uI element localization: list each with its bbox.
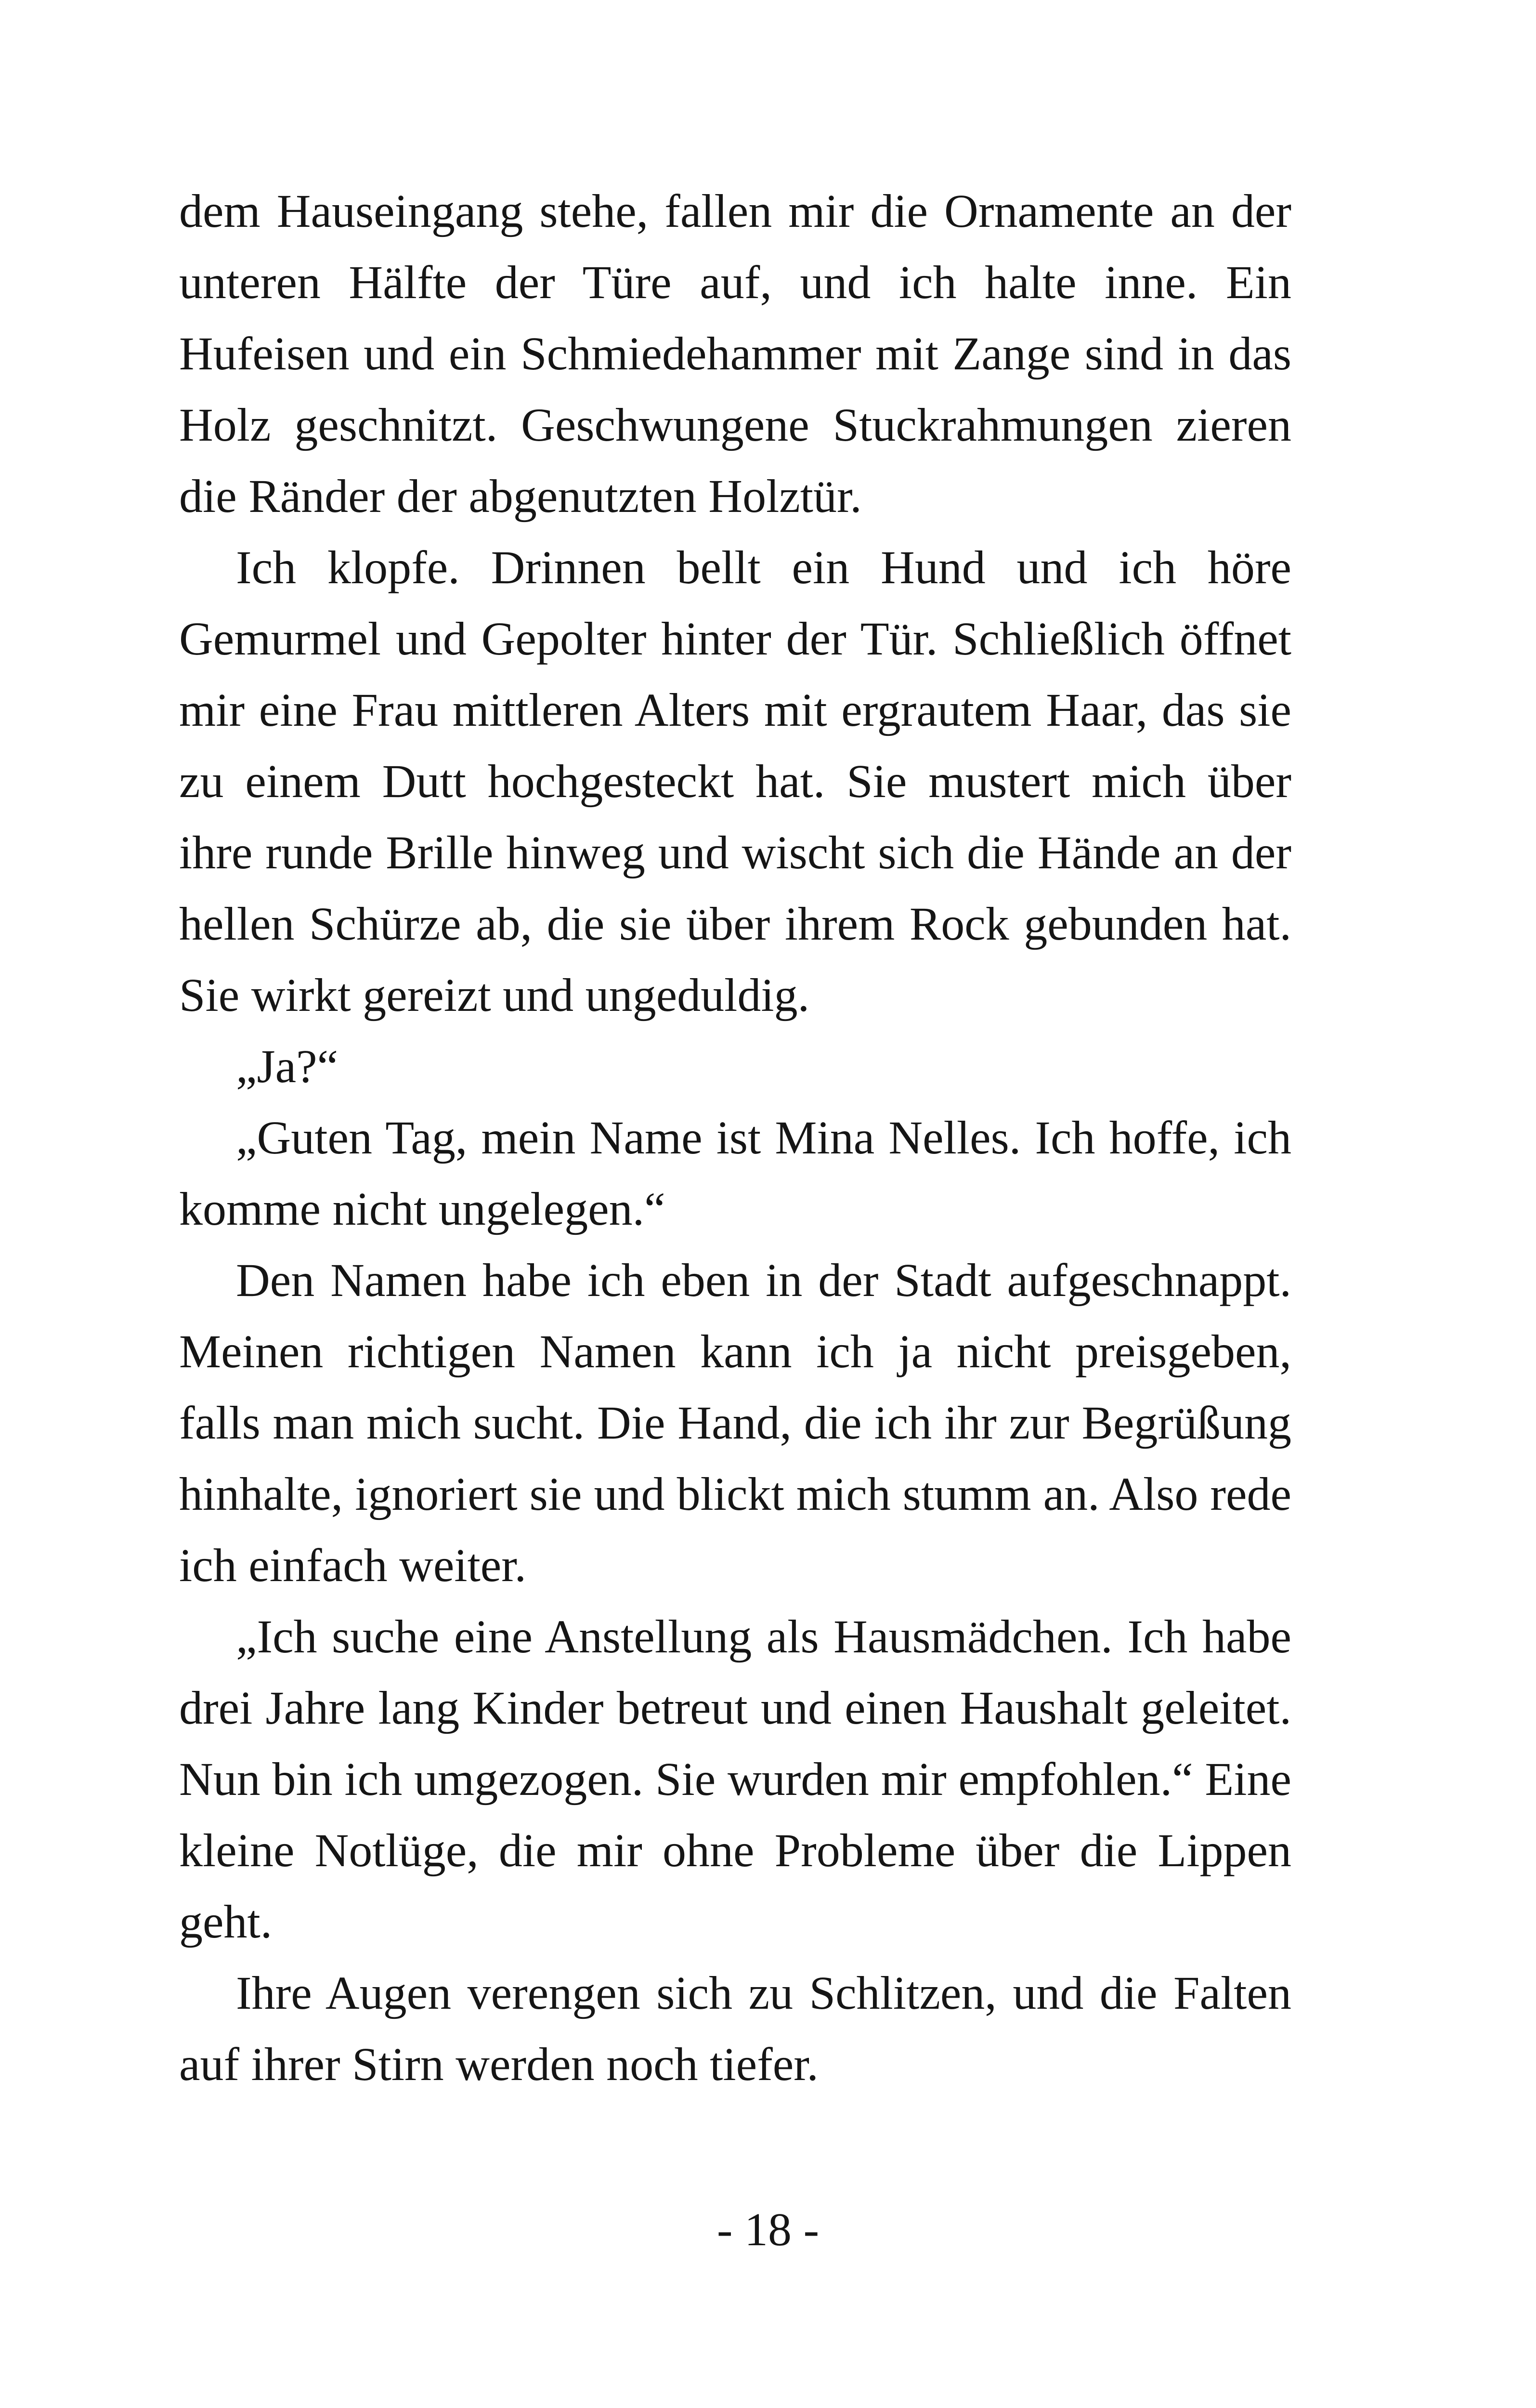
dialogue-line: „Ja?“ xyxy=(236,1041,338,1093)
page-number: - 18 - xyxy=(716,2204,820,2256)
paragraph: Ihre Augen verengen sich zu Schlitzen, und die Falten auf ihrer Stirn werden noch tiefer. xyxy=(179,1967,1291,2091)
paragraph: Ich klopfe. Drinnen bellt ein Hund und ich höre Gemurmel und Gepolter hinter der Tür. Schließlich öffnet mir eine Frau mittleren Alters mit ergrautem Haar, das sie zu einem Dutt hochgesteckt hat. Sie mustert mich über ihre runde Brille hinweg und wischt sich die Hände an der hellen Schürze ab, die sie über ihrem Rock gebunden hat. Sie wirkt gereizt und ungeduldig. xyxy=(179,542,1291,1021)
dialogue-line: „Ich suche eine Anstellung als Hausmädchen. Ich habe drei Jahre lang Kinder betreut und einen Haushalt geleitet. Nun bin ich umgezogen. Sie wurden mir empfohlen.“ Eine kleine Notlüge, die mir ohne Probleme über die Lippen geht. xyxy=(179,1611,1291,1948)
paragraph: Den Namen habe ich eben in der Stadt aufgeschnappt. Meinen richtigen Namen kann ich ja nicht preisgeben, falls man mich sucht. Die Hand, die ich ihr zur Begrüßung hinhalte, ignoriert sie und blickt mich stumm an. Also rede ich einfach weiter. xyxy=(179,1255,1291,1592)
body-text xyxy=(179,176,1291,2100)
paragraph-continuation: dem Hauseingang stehe, fallen mir die Ornamente an der unteren Hälfte der Türe auf, und ich halte inne. Ein Hufeisen und ein Schmiedehammer mit Zange sind in das Holz geschnitzt. Geschwungene Stuckrahmungen zieren die Ränder der abgenutzten Holztür. xyxy=(179,185,1291,523)
dialogue-line: „Guten Tag, mein Name ist Mina Nelles. Ich hoffe, ich komme nicht ungelegen.“ xyxy=(179,1112,1291,1235)
